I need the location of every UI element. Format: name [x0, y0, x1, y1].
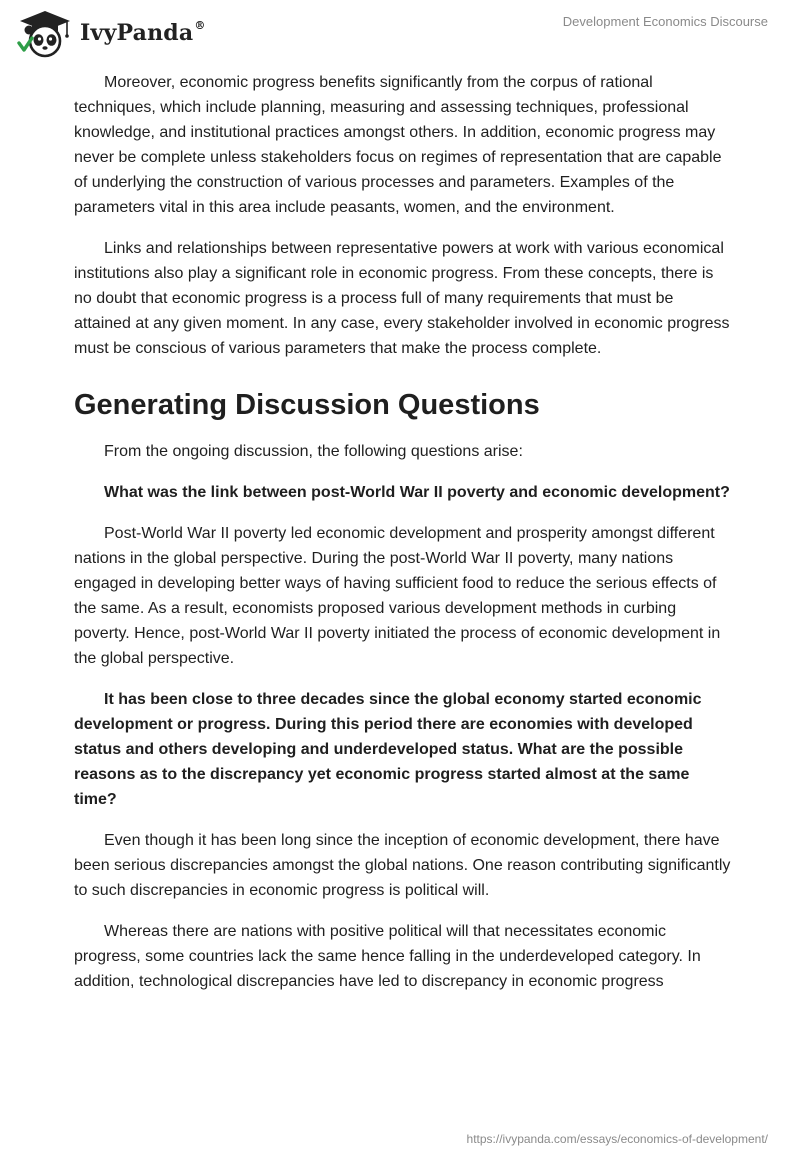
answer-paragraph: Post-World War II poverty led economic development and prosperity amongst different nations in the global perspective. During the post-World War II poverty, many nations engaged in developing better ways of having sufficient food to reduce the serious effects of the same. As a result, economists proposed various development methods in curbing poverty. Hence, post-World War II poverty initiated the process of economic development in the global perspective. [74, 525, 721, 667]
brand-name: IvyPanda [80, 20, 194, 46]
brand-logo-text[interactable] [80, 20, 206, 46]
section-heading: Generating Discussion Questions [74, 389, 540, 421]
discussion-question: What was the link between post-World War II poverty and economic development? [104, 484, 730, 501]
document-title: Development Economics Discourse [562, 14, 768, 29]
essay-body [74, 70, 734, 994]
panda-graduation-cap-logo-icon[interactable] [14, 8, 76, 58]
registered-mark: ® [194, 18, 206, 32]
discussion-question: It has been close to three decades since the global economy started economic development or progress. During this period there are economies with developed status and others developing and underdeveloped status. What are the possible reasons as to the discrepancy yet economic progress started almost at the same time? [74, 691, 702, 808]
paragraph: Links and relationships between representative powers at work with various economical institutions also play a significant role in economic progress. From these concepts, there is no doubt that economic progress is a process full of many requirements that must be attained at any given moment. In any case, every stakeholder involved in economic progress must be conscious of various parameters that make the process complete. [74, 240, 730, 357]
intro-paragraph: From the ongoing discussion, the following questions arise: [104, 443, 523, 460]
answer-paragraph: Even though it has been long since the inception of economic development, there have been serious discrepancies amongst the global nations. One reason contributing significantly to such discrepancies in economic progress is political will. [74, 832, 731, 899]
paragraph: Moreover, economic progress benefits significantly from the corpus of rational techniques, which include planning, measuring and assessing techniques, professional knowledge, and institutional practices amongst others. In addition, economic progress may never be complete unless stakeholders focus on regimes of representation that are capable of underlying the construction of various processes and parameters. Examples of the parameters vital in this area include peasants, women, and the environment. [74, 74, 722, 216]
source-url[interactable]: https://ivypanda.com/essays/economics-of-development/ [466, 1132, 768, 1146]
page-header [0, 0, 800, 66]
answer-paragraph: Whereas there are nations with positive political will that necessitates economic progress, some countries lack the same hence falling in the underdeveloped category. In addition, technological discrepancies have led to discrepancy in economic progress [74, 923, 701, 990]
